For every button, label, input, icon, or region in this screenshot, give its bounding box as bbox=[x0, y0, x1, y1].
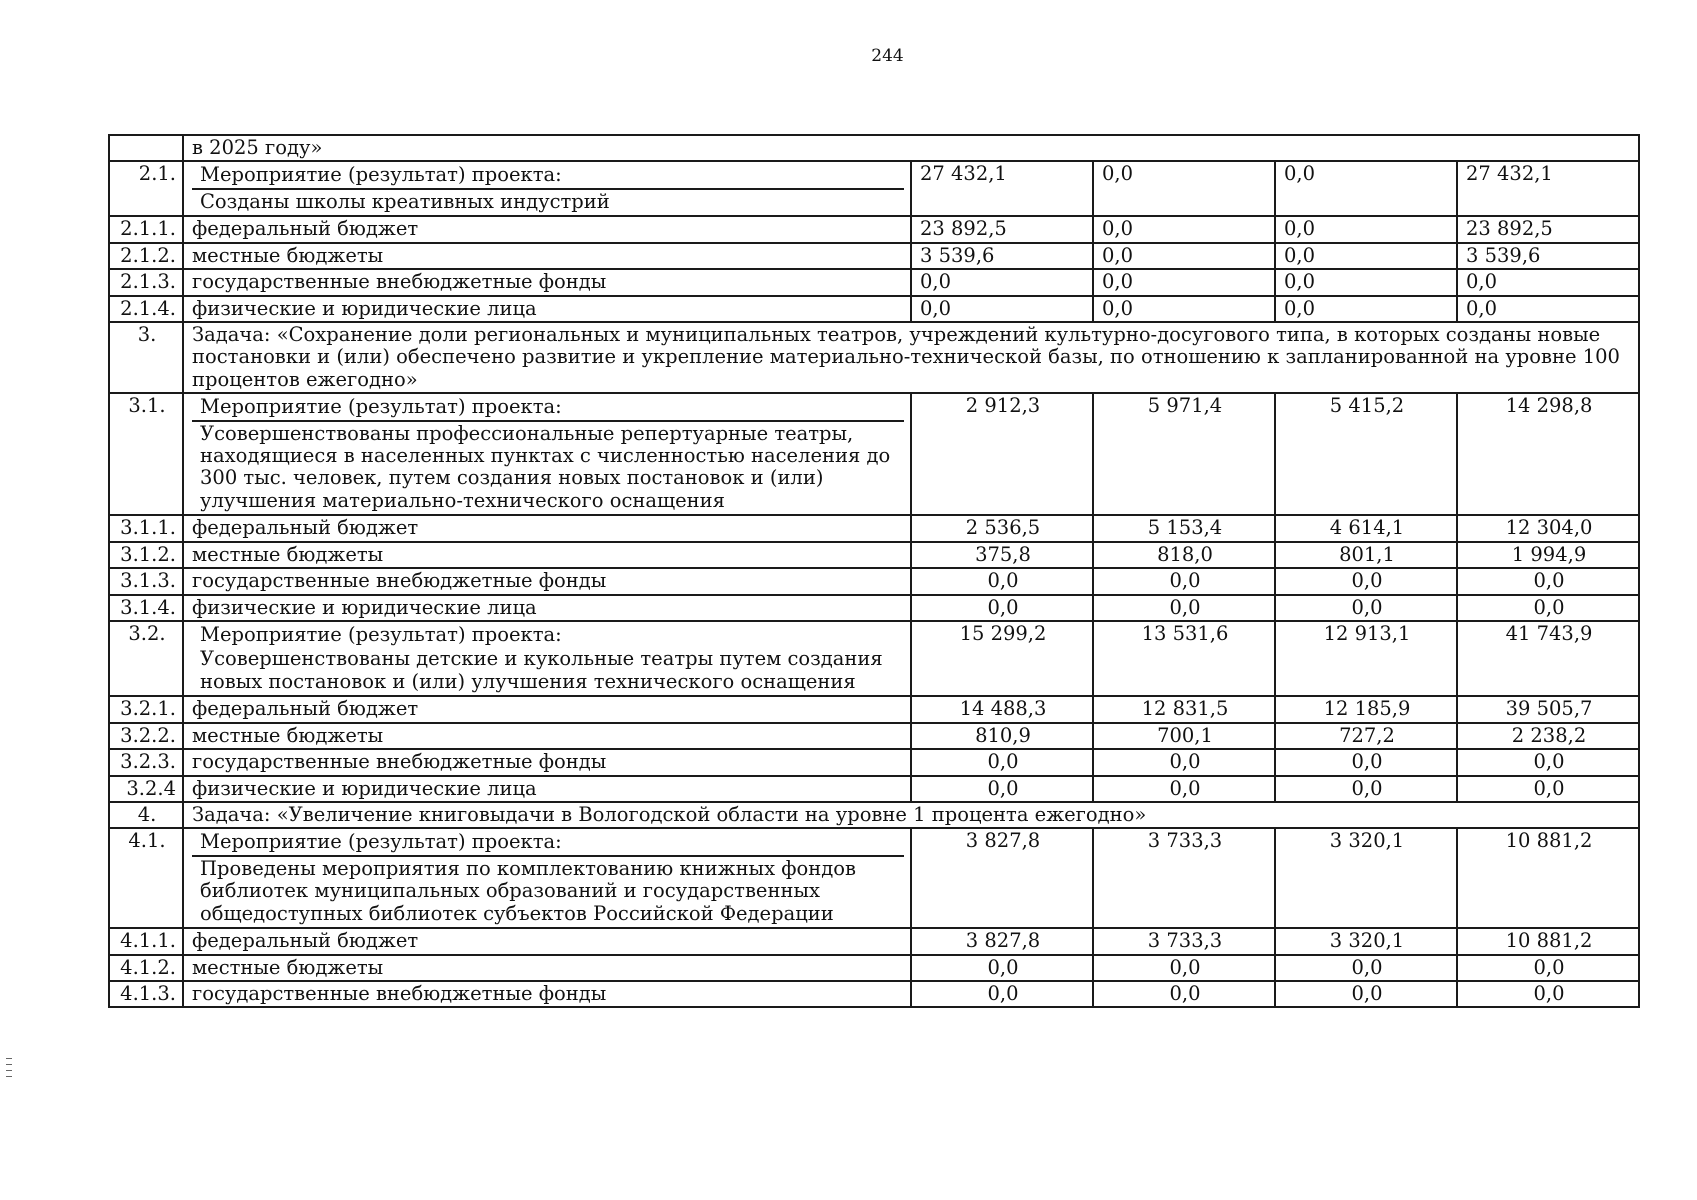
value-2025: 27 432,1 bbox=[911, 161, 1093, 216]
table-row bbox=[109, 161, 1639, 216]
row-code: 4.1.3. bbox=[109, 981, 183, 1007]
row-label: федеральный бюджет bbox=[183, 928, 911, 954]
table-row bbox=[109, 296, 1639, 322]
row-label: государственные внебюджетные фонды bbox=[183, 269, 911, 295]
value-total: 0,0 bbox=[1457, 776, 1639, 802]
value-2026: 13 531,6 bbox=[1093, 621, 1275, 696]
value-2025: 3 827,8 bbox=[911, 928, 1093, 954]
event-description bbox=[183, 621, 911, 696]
value-2026: 0,0 bbox=[1093, 955, 1275, 981]
row-code: 3.1. bbox=[109, 393, 183, 515]
table-row bbox=[109, 515, 1639, 541]
value-total: 12 304,0 bbox=[1457, 515, 1639, 541]
row-code: 3.1.3. bbox=[109, 568, 183, 594]
value-2026: 3 733,3 bbox=[1093, 928, 1275, 954]
value-2026: 12 831,5 bbox=[1093, 696, 1275, 722]
row-code: 3.2.4 bbox=[109, 776, 183, 802]
table-row bbox=[109, 243, 1639, 269]
table-row bbox=[109, 981, 1639, 1007]
value-2027: 0,0 bbox=[1275, 776, 1457, 802]
row-code: 3.2.1. bbox=[109, 696, 183, 722]
value-2026: 0,0 bbox=[1093, 269, 1275, 295]
value-total: 0,0 bbox=[1457, 568, 1639, 594]
table-row bbox=[109, 595, 1639, 621]
table-row bbox=[109, 828, 1639, 928]
value-total: 23 892,5 bbox=[1457, 216, 1639, 242]
value-2026: 700,1 bbox=[1093, 723, 1275, 749]
value-2025: 23 892,5 bbox=[911, 216, 1093, 242]
value-2026: 5 971,4 bbox=[1093, 393, 1275, 515]
value-2025: 2 912,3 bbox=[911, 393, 1093, 515]
value-2025: 0,0 bbox=[911, 595, 1093, 621]
budget-table bbox=[108, 134, 1640, 1008]
row-code: 3.2. bbox=[109, 621, 183, 696]
value-total: 27 432,1 bbox=[1457, 161, 1639, 216]
value-total: 0,0 bbox=[1457, 955, 1639, 981]
value-2026: 0,0 bbox=[1093, 776, 1275, 802]
value-2025: 3 827,8 bbox=[911, 828, 1093, 928]
table-row bbox=[109, 955, 1639, 981]
row-code: 2.1.1. bbox=[109, 216, 183, 242]
value-2027: 0,0 bbox=[1275, 568, 1457, 594]
event-label: Мероприятие (результат) проекта: bbox=[200, 830, 562, 854]
event-description bbox=[183, 393, 911, 515]
row-label: федеральный бюджет bbox=[183, 515, 911, 541]
value-2026: 0,0 bbox=[1093, 749, 1275, 775]
value-2027: 727,2 bbox=[1275, 723, 1457, 749]
row-label: местные бюджеты bbox=[183, 955, 911, 981]
row-code: 4.1. bbox=[109, 828, 183, 928]
value-2025: 2 536,5 bbox=[911, 515, 1093, 541]
row-label: местные бюджеты bbox=[183, 542, 911, 568]
table-row bbox=[109, 749, 1639, 775]
table-row bbox=[109, 322, 1639, 393]
table-row bbox=[109, 135, 1639, 161]
margin-marks bbox=[6, 1058, 10, 1082]
value-2025: 0,0 bbox=[911, 269, 1093, 295]
value-total: 0,0 bbox=[1457, 749, 1639, 775]
value-total: 39 505,7 bbox=[1457, 696, 1639, 722]
row-code: 4.1.1. bbox=[109, 928, 183, 954]
event-label: Мероприятие (результат) проекта: bbox=[200, 395, 562, 419]
margin-mark bbox=[6, 1064, 12, 1065]
value-2025: 0,0 bbox=[911, 296, 1093, 322]
row-label: государственные внебюджетные фонды bbox=[183, 981, 911, 1007]
row-code: 3.2.2. bbox=[109, 723, 183, 749]
value-2027: 0,0 bbox=[1275, 955, 1457, 981]
event-result: Созданы школы креативных индустрий bbox=[192, 188, 904, 214]
value-2027: 4 614,1 bbox=[1275, 515, 1457, 541]
table-row bbox=[109, 621, 1639, 696]
table-row bbox=[109, 776, 1639, 802]
value-total: 0,0 bbox=[1457, 595, 1639, 621]
page-number: 244 bbox=[871, 46, 904, 66]
task-text: Задача: «Увеличение книговыдачи в Вологодской области на уровне 1 процента ежегодно» bbox=[183, 802, 1639, 828]
value-2027: 801,1 bbox=[1275, 542, 1457, 568]
value-2025: 15 299,2 bbox=[911, 621, 1093, 696]
value-2026: 0,0 bbox=[1093, 568, 1275, 594]
value-2025: 0,0 bbox=[911, 955, 1093, 981]
value-2027: 0,0 bbox=[1275, 269, 1457, 295]
table-row bbox=[109, 723, 1639, 749]
row-code: 3. bbox=[109, 322, 183, 393]
row-code: 2.1.3. bbox=[109, 269, 183, 295]
value-2027: 0,0 bbox=[1275, 243, 1457, 269]
value-2025: 0,0 bbox=[911, 749, 1093, 775]
margin-mark bbox=[6, 1058, 12, 1059]
row-code: 3.1.2. bbox=[109, 542, 183, 568]
row-code: 2.1.2. bbox=[109, 243, 183, 269]
value-2026: 3 733,3 bbox=[1093, 828, 1275, 928]
table-row bbox=[109, 393, 1639, 515]
row-label: государственные внебюджетные фонды bbox=[183, 568, 911, 594]
value-2025: 0,0 bbox=[911, 776, 1093, 802]
table-row bbox=[109, 802, 1639, 828]
row-code: 2.1.4. bbox=[109, 296, 183, 322]
row-label: местные бюджеты bbox=[183, 723, 911, 749]
table-row bbox=[109, 696, 1639, 722]
value-total: 41 743,9 bbox=[1457, 621, 1639, 696]
value-2026: 0,0 bbox=[1093, 243, 1275, 269]
value-2026: 818,0 bbox=[1093, 542, 1275, 568]
value-2025: 0,0 bbox=[911, 568, 1093, 594]
value-total: 10 881,2 bbox=[1457, 928, 1639, 954]
event-label: Мероприятие (результат) проекта: bbox=[200, 163, 562, 187]
value-2026: 0,0 bbox=[1093, 595, 1275, 621]
value-2027: 5 415,2 bbox=[1275, 393, 1457, 515]
margin-mark bbox=[6, 1070, 12, 1071]
table-row bbox=[109, 269, 1639, 295]
row-label: государственные внебюджетные фонды bbox=[183, 749, 911, 775]
task-text: Задача: «Сохранение доли региональных и муниципальных театров, учреждений культурно-досугового типа, в которых созданы новые постановки и (или) обеспечено развитие и укрепление материально-технической базы, по отношению к запланированной на уровне 100 процентов ежегодно» bbox=[183, 322, 1639, 393]
event-label: Мероприятие (результат) проекта: bbox=[200, 623, 562, 647]
value-2025: 810,9 bbox=[911, 723, 1093, 749]
row-label: физические и юридические лица bbox=[183, 776, 911, 802]
value-2026: 5 153,4 bbox=[1093, 515, 1275, 541]
value-2027: 0,0 bbox=[1275, 296, 1457, 322]
row-code: 2.1. bbox=[109, 161, 183, 216]
value-total: 1 994,9 bbox=[1457, 542, 1639, 568]
row-label: федеральный бюджет bbox=[183, 216, 911, 242]
value-2025: 14 488,3 bbox=[911, 696, 1093, 722]
row-label: местные бюджеты bbox=[183, 243, 911, 269]
value-2025: 375,8 bbox=[911, 542, 1093, 568]
value-total: 0,0 bbox=[1457, 269, 1639, 295]
row-code: 3.2.3. bbox=[109, 749, 183, 775]
row-code bbox=[109, 135, 183, 161]
value-2026: 0,0 bbox=[1093, 216, 1275, 242]
value-total: 3 539,6 bbox=[1457, 243, 1639, 269]
margin-mark bbox=[6, 1076, 12, 1077]
row-code: 3.1.4. bbox=[109, 595, 183, 621]
value-2026: 0,0 bbox=[1093, 981, 1275, 1007]
value-total: 0,0 bbox=[1457, 981, 1639, 1007]
value-2027: 12 185,9 bbox=[1275, 696, 1457, 722]
event-result: Проведены мероприятия по комплектованию книжных фондов библиотек муниципальных образований и государственных общедоступных библиотек субъектов Российской Федерации bbox=[192, 855, 904, 926]
value-2025: 3 539,6 bbox=[911, 243, 1093, 269]
table-row bbox=[109, 928, 1639, 954]
event-result: Усовершенствованы детские и кукольные театры путем создания новых постановок и (или) улучшения технического оснащения bbox=[200, 647, 883, 693]
table-row bbox=[109, 216, 1639, 242]
table-row bbox=[109, 542, 1639, 568]
value-total: 2 238,2 bbox=[1457, 723, 1639, 749]
table-row bbox=[109, 568, 1639, 594]
row-code: 3.1.1. bbox=[109, 515, 183, 541]
continuation-text: в 2025 году» bbox=[183, 135, 1639, 161]
value-2027: 12 913,1 bbox=[1275, 621, 1457, 696]
row-label: физические и юридические лица bbox=[183, 595, 911, 621]
event-description bbox=[183, 161, 911, 216]
row-code: 4. bbox=[109, 802, 183, 828]
value-2026: 0,0 bbox=[1093, 296, 1275, 322]
value-total: 0,0 bbox=[1457, 296, 1639, 322]
row-code: 4.1.2. bbox=[109, 955, 183, 981]
event-result: Усовершенствованы профессиональные репертуарные театры, находящиеся в населенных пунктах с численностью населения до 300 тыс. человек, путем создания новых постановок и (или) улучшения материально-технического оснащения bbox=[192, 420, 904, 514]
value-2027: 3 320,1 bbox=[1275, 828, 1457, 928]
event-description bbox=[183, 828, 911, 928]
value-2025: 0,0 bbox=[911, 981, 1093, 1007]
value-2027: 0,0 bbox=[1275, 216, 1457, 242]
value-2027: 0,0 bbox=[1275, 749, 1457, 775]
row-label: физические и юридические лица bbox=[183, 296, 911, 322]
value-total: 14 298,8 bbox=[1457, 393, 1639, 515]
value-2027: 0,0 bbox=[1275, 981, 1457, 1007]
value-total: 10 881,2 bbox=[1457, 828, 1639, 928]
value-2026: 0,0 bbox=[1093, 161, 1275, 216]
value-2027: 3 320,1 bbox=[1275, 928, 1457, 954]
value-2027: 0,0 bbox=[1275, 161, 1457, 216]
row-label: федеральный бюджет bbox=[183, 696, 911, 722]
value-2027: 0,0 bbox=[1275, 595, 1457, 621]
